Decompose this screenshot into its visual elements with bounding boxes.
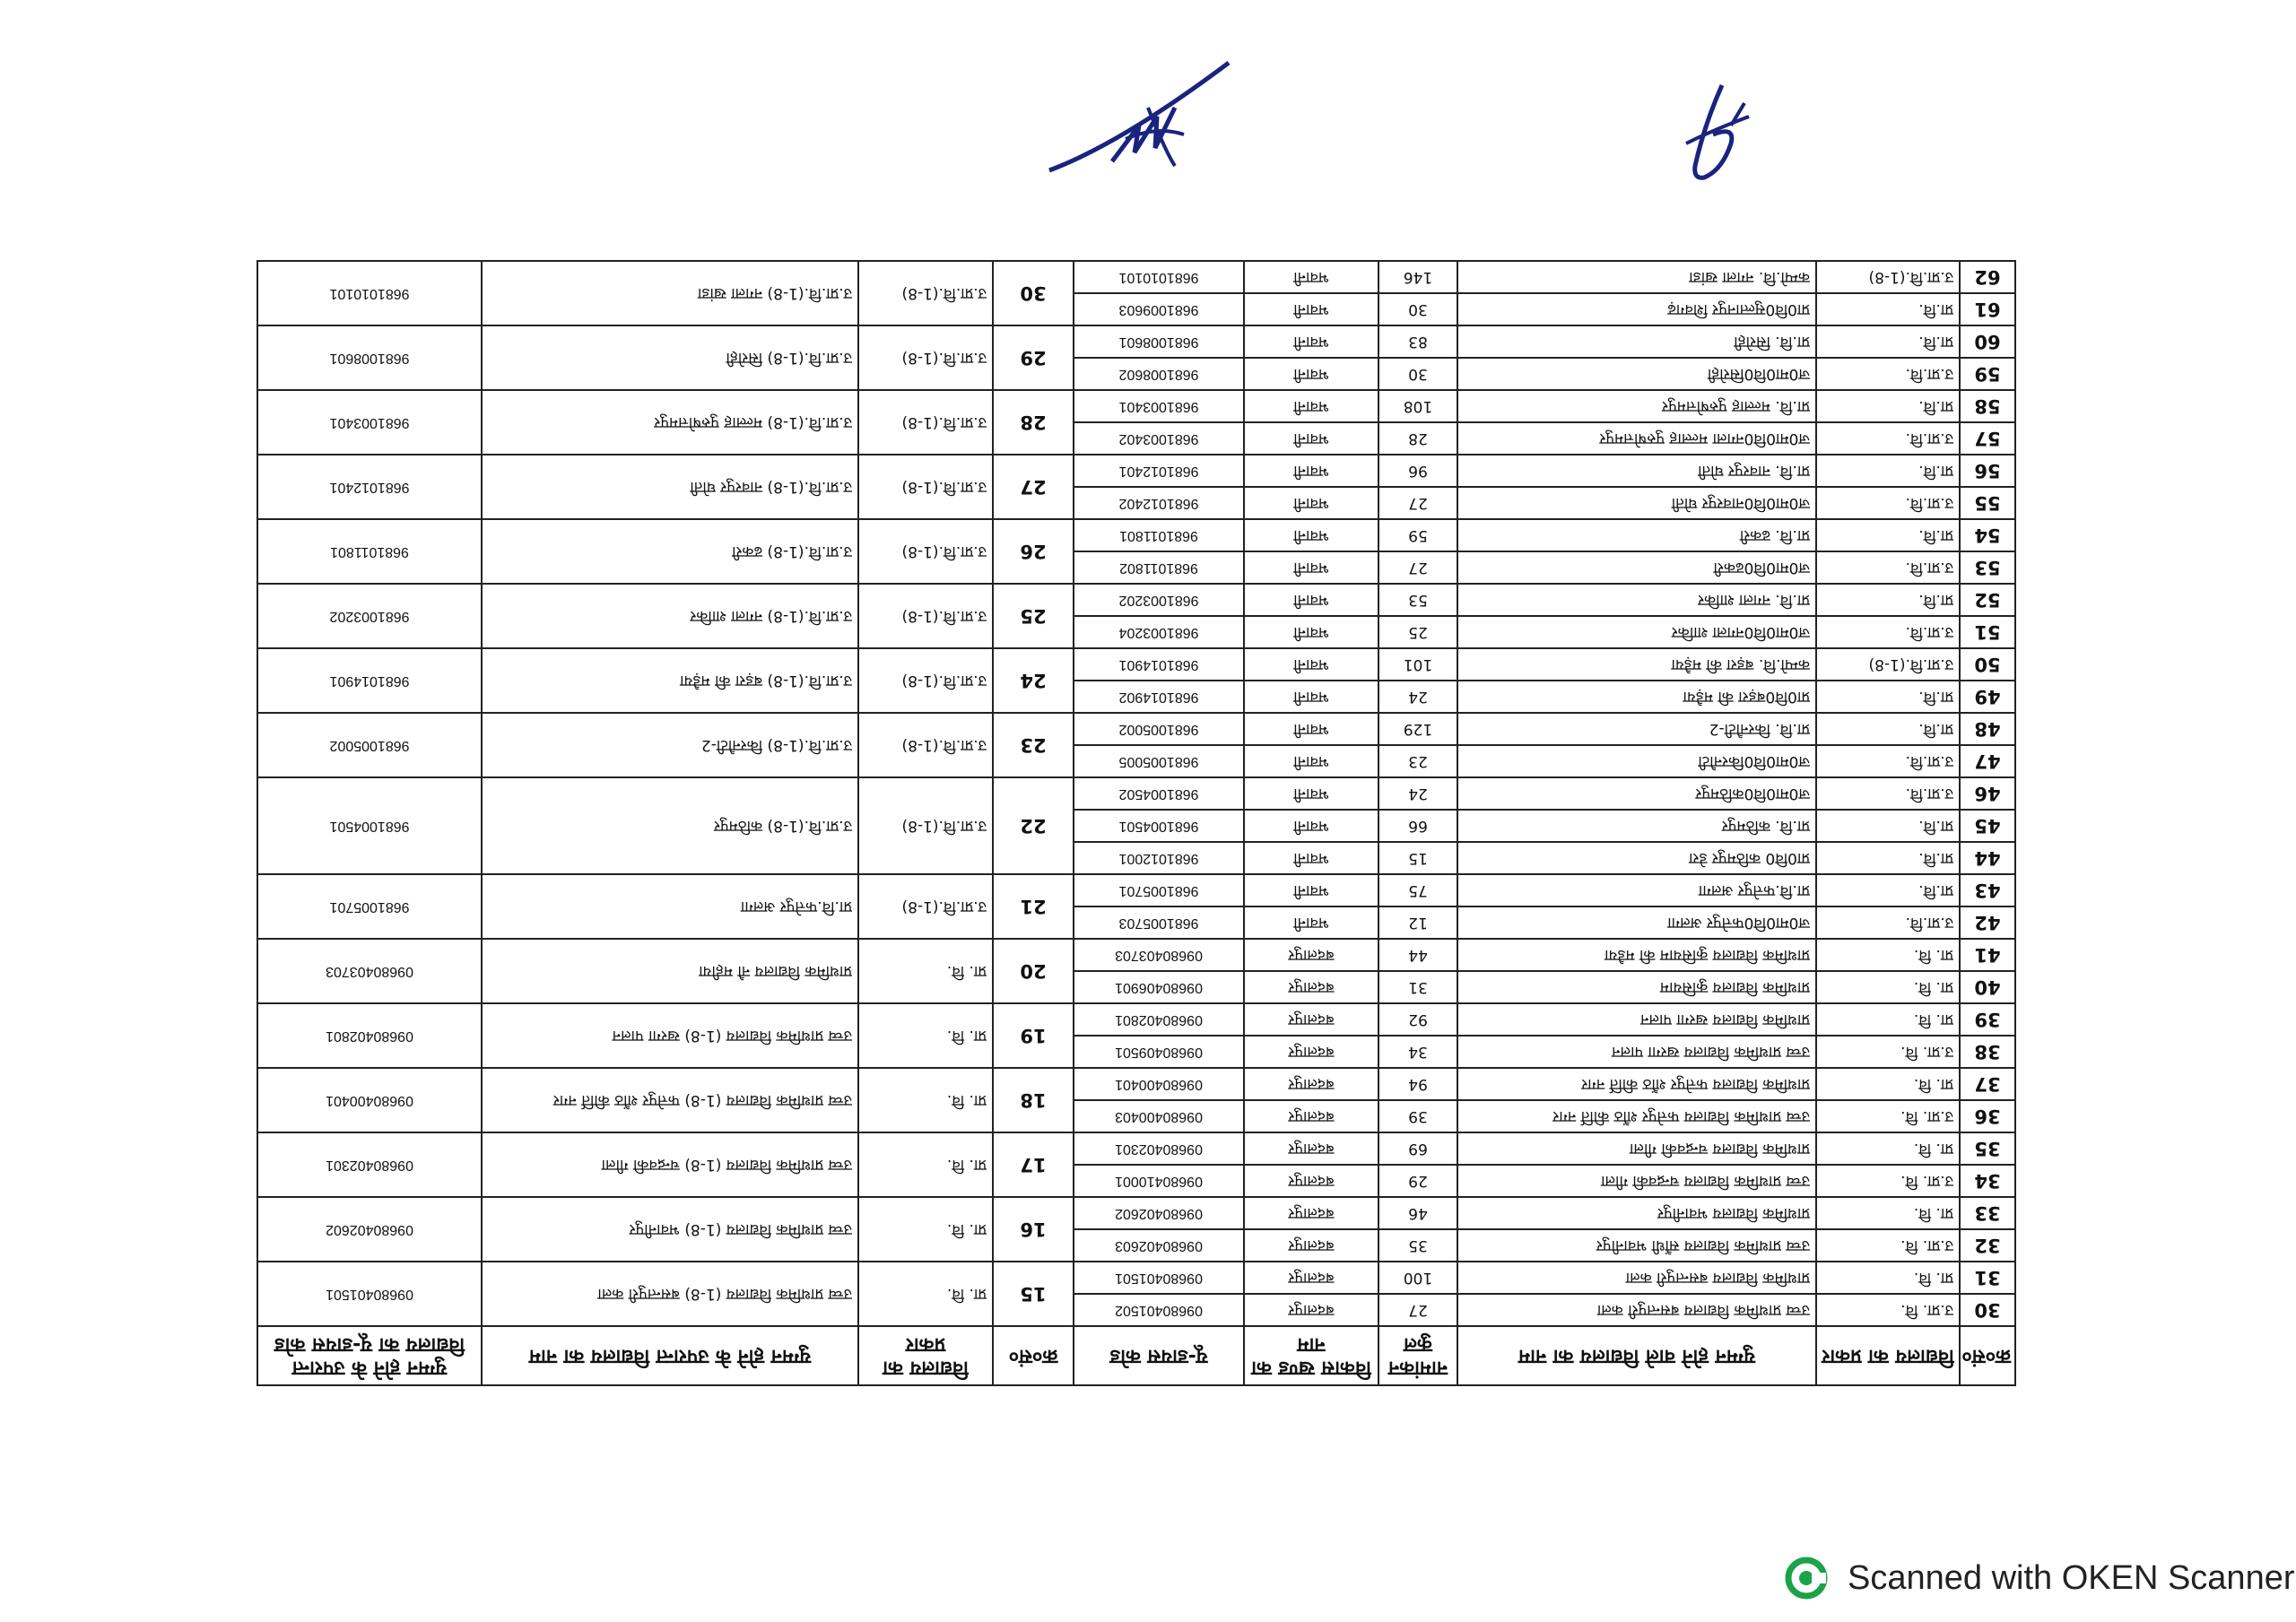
row-vidyalaya-naam: उच्च प्राथमिक विद्यालय बसन्तपुरी कला <box>1457 1294 1816 1326</box>
table-row <box>257 1036 2015 1068</box>
group-udise: 9681005002 <box>257 713 482 777</box>
row-vikas-khand: बदलापुर <box>1244 939 1378 971</box>
group-vidyalaya-prakar: प्रा. वि. <box>858 1132 993 1197</box>
row-vidyalaya-prakar: प्रा.वि. <box>1816 455 1960 487</box>
row-vidyalaya-naam: कम्पो.वि. नगला खांडा <box>1457 261 1816 293</box>
row-naamankan: 59 <box>1378 519 1457 551</box>
row-naamankan: 27 <box>1378 487 1457 519</box>
row-vidyalaya-naam: प्राथमिक विद्यालय बसन्तपुरी कला <box>1457 1262 1816 1294</box>
row-vikas-khand: बदलापुर <box>1244 1294 1378 1326</box>
table-row <box>257 616 2015 648</box>
group-vidyalaya-naam: प्राथमिक विद्यालय नौ महीया <box>482 939 858 1003</box>
row-vikas-khand: भवानी <box>1244 422 1378 455</box>
group-vidyalaya-naam: उ.प्रा.वि.(1-8) नगला शाकिर <box>482 584 858 648</box>
row-vidyalaya-prakar: प्रा.वि. <box>1816 810 1960 842</box>
group-vidyalaya-prakar: उ.प्रा.वि.(1-8) <box>858 648 993 713</box>
row-sno: 61 <box>1960 293 2015 325</box>
group-vidyalaya-naam: उच्च प्राथमिक विद्यालय (1-8) फत्तेपुर शौंठ कीर्ति नगर <box>482 1068 858 1132</box>
row-udise: 9681009603 <box>1074 293 1244 325</box>
row-vidyalaya-naam: प्रा.वि. किरनौटी-2 <box>1457 713 1816 745</box>
row-sno: 52 <box>1960 584 2015 616</box>
row-vikas-khand: भवानी <box>1244 455 1378 487</box>
group-vidyalaya-naam: उ.प्रा.वि.(1-8) नावरपुर घोती <box>482 455 858 519</box>
header-upyogi-udise: युग्मन होने के उपरान्त विद्यालय का यू-डायस कोड <box>257 1326 482 1385</box>
row-udise: 09680402602 <box>1074 1197 1244 1229</box>
row-vidyalaya-prakar: प्रा. वि. <box>1816 1262 1960 1294</box>
row-sno: 44 <box>1960 842 2015 874</box>
row-vikas-khand: भवानी <box>1244 648 1378 681</box>
table-row <box>257 358 2015 390</box>
row-sno: 50 <box>1960 648 2015 681</box>
row-vidyalaya-naam: उच्च प्राथमिक विद्यालय चन्द्रवकी गीला <box>1457 1165 1816 1197</box>
row-udise: 9681011802 <box>1074 551 1244 584</box>
row-udise: 9681010101 <box>1074 261 1244 293</box>
row-udise: 9681012001 <box>1074 842 1244 874</box>
row-vikas-khand: भवानी <box>1244 293 1378 325</box>
row-vidyalaya-naam: प्रा.वि. कठिमपुर <box>1457 810 1816 842</box>
group-vidyalaya-prakar: प्रा. वि. <box>858 1003 993 1068</box>
row-vidyalaya-prakar: उ.प्रा. वि. <box>1816 1165 1960 1197</box>
row-vidyalaya-naam: प्रा.वि. नगला शाकिर <box>1457 584 1816 616</box>
row-naamankan: 35 <box>1378 1229 1457 1262</box>
group-udise: 9681012401 <box>257 455 482 519</box>
row-vidyalaya-prakar: प्रा. वि. <box>1816 1197 1960 1229</box>
row-vidyalaya-naam: प्रा.वि.फत्तेपुर अलगा <box>1457 874 1816 906</box>
group-vidyalaya-prakar: उ.प्रा.वि.(1-8) <box>858 584 993 648</box>
row-vikas-khand: बदलापुर <box>1244 971 1378 1003</box>
row-udise: 9681004501 <box>1074 810 1244 842</box>
row-naamankan: 28 <box>1378 422 1457 455</box>
group-sno: 15 <box>993 1262 1074 1326</box>
table-body <box>257 261 2015 1326</box>
row-vidyalaya-prakar: उ.प्रा.वि. <box>1816 616 1960 648</box>
group-vidyalaya-prakar: उ.प्रा.वि.(1-8) <box>858 261 993 325</box>
group-sno: 23 <box>993 713 1074 777</box>
table-row <box>257 681 2015 713</box>
row-sno: 41 <box>1960 939 2015 971</box>
group-vidyalaya-naam: उ.प्रा.वि.(1-8) सिरोही <box>482 325 858 390</box>
group-udise: 9681010101 <box>257 261 482 325</box>
table-row <box>257 1165 2015 1197</box>
header-sno-2: क्र०सं० <box>993 1326 1074 1385</box>
group-vidyalaya-prakar: प्रा. वि. <box>858 939 993 1003</box>
header-vidyalaya-prakar: विद्यालय का प्रकार <box>1816 1326 1960 1385</box>
signature-1 <box>1040 54 1256 179</box>
group-udise: 09680402301 <box>257 1132 482 1197</box>
group-sno: 18 <box>993 1068 1074 1132</box>
row-vidyalaya-prakar: प्रा.वि. <box>1816 519 1960 551</box>
signature-2 <box>1668 81 1758 188</box>
row-udise: 9681014901 <box>1074 648 1244 681</box>
row-udise: 9681005002 <box>1074 713 1244 745</box>
group-vidyalaya-naam: उ.प्रा.वि.(1-8) मल्लाह पुरुषोत्तमपुर <box>482 390 858 455</box>
row-naamankan: 23 <box>1378 745 1457 777</box>
group-udise: 9681003202 <box>257 584 482 648</box>
table-row <box>257 745 2015 777</box>
group-sno: 30 <box>993 261 1074 325</box>
group-sno: 24 <box>993 648 1074 713</box>
group-vidyalaya-naam: उच्च प्राथमिक विद्यालय (1-8) भवानीपुर <box>482 1197 858 1262</box>
row-vikas-khand: बदलापुर <box>1244 1036 1378 1068</box>
row-vikas-khand: भवानी <box>1244 810 1378 842</box>
row-vidyalaya-naam: प्राथमिक विद्यालय कुसियाम की मडैया <box>1457 939 1816 971</box>
row-sno: 35 <box>1960 1132 2015 1165</box>
group-udise: 9681008601 <box>257 325 482 390</box>
group-vidyalaya-naam: उच्च प्राथमिक विद्यालय (1-8) चन्द्रवकी गीला <box>482 1132 858 1197</box>
row-naamankan: 25 <box>1378 616 1457 648</box>
row-vikas-khand: बदलापुर <box>1244 1197 1378 1229</box>
row-sno: 56 <box>1960 455 2015 487</box>
row-vidyalaya-prakar: उ.प्रा. वि. <box>1816 1229 1960 1262</box>
row-vidyalaya-naam: प्रा.वि. मल्लाह पुरुषोत्तमपुर <box>1457 390 1816 422</box>
row-sno: 38 <box>1960 1036 2015 1068</box>
row-vidyalaya-prakar: प्रा.वि. <box>1816 713 1960 745</box>
group-udise: 09680402602 <box>257 1197 482 1262</box>
row-naamankan: 31 <box>1378 971 1457 1003</box>
group-sno: 27 <box>993 455 1074 519</box>
row-udise: 9681003402 <box>1074 422 1244 455</box>
header-sno: क्र०सं० <box>1960 1326 2015 1385</box>
row-sno: 46 <box>1960 777 2015 810</box>
row-udise: 09680401501 <box>1074 1262 1244 1294</box>
row-udise: 09680402801 <box>1074 1003 1244 1036</box>
row-naamankan: 29 <box>1378 1165 1457 1197</box>
row-vikas-khand: भवानी <box>1244 681 1378 713</box>
row-vidyalaya-naam: ज0मा0वि0ढकरी <box>1457 551 1816 584</box>
row-udise: 09680409501 <box>1074 1036 1244 1068</box>
group-vidyalaya-prakar: उ.प्रा.वि.(1-8) <box>858 713 993 777</box>
row-sno: 59 <box>1960 358 2015 390</box>
oken-scanner-watermark <box>1785 1557 2295 1600</box>
row-vikas-khand: बदलापुर <box>1244 1132 1378 1165</box>
row-naamankan: 129 <box>1378 713 1457 745</box>
row-vidyalaya-prakar: प्रा.वि. <box>1816 874 1960 906</box>
row-vikas-khand: भवानी <box>1244 842 1378 874</box>
table-row <box>257 293 2015 325</box>
group-sno: 28 <box>993 390 1074 455</box>
row-naamankan: 53 <box>1378 584 1457 616</box>
row-udise: 09680400403 <box>1074 1100 1244 1132</box>
row-naamankan: 92 <box>1378 1003 1457 1036</box>
row-vikas-khand: बदलापुर <box>1244 1100 1378 1132</box>
row-sno: 51 <box>1960 616 2015 648</box>
row-vidyalaya-naam: प्रा0वि0सुल्तानपुर शिवगढ़ <box>1457 293 1816 325</box>
scanner-text: Scanned with OKEN Scanner <box>1848 1558 2295 1597</box>
row-vikas-khand: बदलापुर <box>1244 1003 1378 1036</box>
row-udise: 9681003401 <box>1074 390 1244 422</box>
row-vikas-khand: भवानी <box>1244 906 1378 939</box>
group-sno: 19 <box>993 1003 1074 1068</box>
row-udise: 9681005005 <box>1074 745 1244 777</box>
table-row <box>257 1229 2015 1262</box>
group-sno: 20 <box>993 939 1074 1003</box>
row-naamankan: 27 <box>1378 551 1457 584</box>
group-vidyalaya-prakar: उ.प्रा.वि.(1-8) <box>858 325 993 390</box>
row-udise: 09680403703 <box>1074 939 1244 971</box>
group-vidyalaya-naam: उ.प्रा.वि.(1-8) नगला खांडा <box>482 261 858 325</box>
table-row <box>257 487 2015 519</box>
header-vidyalaya-naam: युग्मन होने वाले विद्यालय का नाम <box>1457 1326 1816 1385</box>
row-sno: 60 <box>1960 325 2015 358</box>
group-udise: 9681005701 <box>257 874 482 939</box>
row-vikas-khand: बदलापुर <box>1244 1229 1378 1262</box>
row-sno: 62 <box>1960 261 2015 293</box>
group-vidyalaya-naam: उच्च प्राथमिक विद्यालय (1-8) खरगा पालन <box>482 1003 858 1068</box>
row-udise: 9681008601 <box>1074 325 1244 358</box>
row-vidyalaya-prakar: उ.प्रा.वि.(1-8) <box>1816 261 1960 293</box>
row-vidyalaya-naam: प्राथमिक विद्यालय खरगा पालन <box>1457 1003 1816 1036</box>
row-udise: 9681005703 <box>1074 906 1244 939</box>
row-naamankan: 24 <box>1378 777 1457 810</box>
row-naamankan: 27 <box>1378 1294 1457 1326</box>
row-sno: 31 <box>1960 1262 2015 1294</box>
group-sno: 21 <box>993 874 1074 939</box>
row-sno: 39 <box>1960 1003 2015 1036</box>
row-vidyalaya-naam: उच्च प्राथमिक विद्यालय सौंधी भवानीपुर <box>1457 1229 1816 1262</box>
row-vikas-khand: भवानी <box>1244 325 1378 358</box>
row-vidyalaya-prakar: प्रा. वि. <box>1816 1132 1960 1165</box>
row-vidyalaya-prakar: प्रा.वि. <box>1816 325 1960 358</box>
row-vidyalaya-prakar: प्रा. वि. <box>1816 939 1960 971</box>
group-vidyalaya-naam: उ.प्रा.वि.(1-8) कठिमपुर <box>482 777 858 874</box>
row-vidyalaya-naam: ज0मा0वि0नगला शाकिर <box>1457 616 1816 648</box>
row-naamankan: 34 <box>1378 1036 1457 1068</box>
table <box>257 260 2016 1386</box>
group-sno: 22 <box>993 777 1074 874</box>
row-vidyalaya-naam: उच्च प्राथमिक विद्यालय खरगा पालन <box>1457 1036 1816 1068</box>
header-vikas-khand: विकास खण्ड का नाम <box>1244 1326 1378 1385</box>
row-vidyalaya-naam: कम्पो.वि. बड़रा की मड़ैया <box>1457 648 1816 681</box>
row-vidyalaya-prakar: उ.प्रा.वि. <box>1816 487 1960 519</box>
group-udise: 9681014901 <box>257 648 482 713</box>
row-udise: 09680410001 <box>1074 1165 1244 1197</box>
row-udise: 09680400401 <box>1074 1068 1244 1100</box>
row-vidyalaya-naam: ज0मा0वि0सिरोही <box>1457 358 1816 390</box>
header-upyogi-naam: युग्मन होने के उपरान्त विद्यालय का नाम <box>482 1326 858 1385</box>
row-udise: 9681005701 <box>1074 874 1244 906</box>
row-sno: 54 <box>1960 519 2015 551</box>
row-naamankan: 39 <box>1378 1100 1457 1132</box>
row-vidyalaya-naam: ज0मा0वि0नगला मल्लाह पुरुषोत्तमपुर <box>1457 422 1816 455</box>
row-naamankan: 75 <box>1378 874 1457 906</box>
header-upyogi-prakar: विद्यालय का प्रकार <box>858 1326 993 1385</box>
row-naamankan: 101 <box>1378 648 1457 681</box>
table-row <box>257 551 2015 584</box>
group-vidyalaya-naam: उच्च प्राथमिक विद्यालय (1-8) बसन्तपुरी कला <box>482 1262 858 1326</box>
group-sno: 25 <box>993 584 1074 648</box>
row-naamankan: 146 <box>1378 261 1457 293</box>
row-vidyalaya-prakar: उ.प्रा. वि. <box>1816 1036 1960 1068</box>
row-vidyalaya-prakar: प्रा. वि. <box>1816 971 1960 1003</box>
group-vidyalaya-naam: उ.प्रा.वि.(1-8) किरनौटी-2 <box>482 713 858 777</box>
row-sno: 58 <box>1960 390 2015 422</box>
row-vidyalaya-naam: प्राथमिक विद्यालय भवानीपुर <box>1457 1197 1816 1229</box>
row-vikas-khand: बदलापुर <box>1244 1165 1378 1197</box>
row-vikas-khand: बदलापुर <box>1244 1262 1378 1294</box>
row-vikas-khand: भवानी <box>1244 616 1378 648</box>
row-naamankan: 24 <box>1378 681 1457 713</box>
row-naamankan: 12 <box>1378 906 1457 939</box>
group-vidyalaya-naam: प्रा.वि.फत्तेपुर अलगा <box>482 874 858 939</box>
row-udise: 9681004502 <box>1074 777 1244 810</box>
row-udise: 9681012402 <box>1074 487 1244 519</box>
row-vidyalaya-prakar: प्रा.वि. <box>1816 390 1960 422</box>
row-vidyalaya-naam: उच्च प्राथमिक विद्यालय फत्तेपुर शौंठ कीर्ति नगर <box>1457 1100 1816 1132</box>
oken-logo-icon <box>1785 1557 1828 1600</box>
row-vidyalaya-prakar: उ.प्रा.वि. <box>1816 358 1960 390</box>
group-vidyalaya-naam: उ.प्रा.वि.(1-8) बड़रा की मड़ैया <box>482 648 858 713</box>
group-vidyalaya-prakar: उ.प्रा.वि.(1-8) <box>858 390 993 455</box>
row-vidyalaya-prakar: उ.प्रा.वि. <box>1816 745 1960 777</box>
row-vikas-khand: बदलापुर <box>1244 1068 1378 1100</box>
group-udise: 09680403703 <box>257 939 482 1003</box>
row-vidyalaya-naam: ज0मा0वि0नावरपुर घोती <box>1457 487 1816 519</box>
group-sno: 17 <box>993 1132 1074 1197</box>
row-udise: 09680402301 <box>1074 1132 1244 1165</box>
row-vidyalaya-prakar: उ.प्रा.वि. <box>1816 777 1960 810</box>
row-vidyalaya-prakar: उ.प्रा. वि. <box>1816 1100 1960 1132</box>
row-vidyalaya-prakar: उ.प्रा. वि. <box>1816 1294 1960 1326</box>
row-sno: 33 <box>1960 1197 2015 1229</box>
row-sno: 34 <box>1960 1165 2015 1197</box>
row-naamankan: 66 <box>1378 810 1457 842</box>
header-naamankan: नामांकन कुल <box>1378 1326 1457 1385</box>
group-vidyalaya-prakar: उ.प्रा.वि.(1-8) <box>858 519 993 584</box>
row-vidyalaya-naam: प्राथमिक विद्यालय कुसियाम <box>1457 971 1816 1003</box>
row-vikas-khand: भवानी <box>1244 519 1378 551</box>
group-vidyalaya-prakar: प्रा. वि. <box>858 1262 993 1326</box>
school-pairing-table <box>258 174 2016 1386</box>
row-vidyalaya-naam: ज0मा0वि0फत्तेपुर अलगा <box>1457 906 1816 939</box>
group-sno: 29 <box>993 325 1074 390</box>
group-udise: 09680400401 <box>257 1068 482 1132</box>
row-vidyalaya-prakar: प्रा.वि. <box>1816 584 1960 616</box>
row-udise: 9681003202 <box>1074 584 1244 616</box>
row-naamankan: 108 <box>1378 390 1457 422</box>
table-row <box>257 1100 2015 1132</box>
row-vidyalaya-prakar: उ.प्रा.वि. <box>1816 906 1960 939</box>
row-naamankan: 69 <box>1378 1132 1457 1165</box>
row-vidyalaya-prakar: प्रा.वि. <box>1816 842 1960 874</box>
row-udise: 09680402603 <box>1074 1229 1244 1262</box>
group-udise: 9681003401 <box>257 390 482 455</box>
group-vidyalaya-prakar: उ.प्रा.वि.(1-8) <box>858 455 993 519</box>
row-vikas-khand: भवानी <box>1244 713 1378 745</box>
row-vikas-khand: भवानी <box>1244 390 1378 422</box>
row-udise: 9681008602 <box>1074 358 1244 390</box>
row-sno: 53 <box>1960 551 2015 584</box>
row-naamankan: 44 <box>1378 939 1457 971</box>
row-naamankan: 100 <box>1378 1262 1457 1294</box>
row-sno: 55 <box>1960 487 2015 519</box>
row-sno: 36 <box>1960 1100 2015 1132</box>
row-vidyalaya-naam: प्रा.वि. नावरपुर घोती <box>1457 455 1816 487</box>
row-vikas-khand: भवानी <box>1244 261 1378 293</box>
table-row <box>257 1294 2015 1326</box>
row-vikas-khand: भवानी <box>1244 358 1378 390</box>
row-vidyalaya-naam: प्रा0वि0 कठिमपुर डेरा <box>1457 842 1816 874</box>
row-naamankan: 30 <box>1378 293 1457 325</box>
row-vikas-khand: भवानी <box>1244 551 1378 584</box>
row-naamankan: 94 <box>1378 1068 1457 1100</box>
row-vidyalaya-naam: प्राथमिक विद्यालय चन्द्रवकी गीला <box>1457 1132 1816 1165</box>
row-sno: 32 <box>1960 1229 2015 1262</box>
row-vikas-khand: भवानी <box>1244 777 1378 810</box>
row-vikas-khand: भवानी <box>1244 874 1378 906</box>
row-vidyalaya-prakar: प्रा.वि. <box>1816 681 1960 713</box>
header-row <box>257 1326 2015 1385</box>
row-vidyalaya-naam: प्राथमिक विद्यालय फत्तेपुर शौंठ कीर्ति नगर <box>1457 1068 1816 1100</box>
group-udise: 09680402801 <box>257 1003 482 1068</box>
group-sno: 16 <box>993 1197 1074 1262</box>
row-vidyalaya-prakar: प्रा. वि. <box>1816 1068 1960 1100</box>
row-vikas-khand: भवानी <box>1244 745 1378 777</box>
row-sno: 42 <box>1960 906 2015 939</box>
row-vidyalaya-naam: प्रा.वि. सिरोही <box>1457 325 1816 358</box>
group-udise: 09680401501 <box>257 1262 482 1326</box>
group-vidyalaya-prakar: उ.प्रा.वि.(1-8) <box>858 777 993 874</box>
row-sno: 30 <box>1960 1294 2015 1326</box>
row-vidyalaya-prakar: प्रा.वि. <box>1816 293 1960 325</box>
row-naamankan: 15 <box>1378 842 1457 874</box>
row-udise: 9681014902 <box>1074 681 1244 713</box>
row-sno: 45 <box>1960 810 2015 842</box>
row-udise: 9681011801 <box>1074 519 1244 551</box>
row-naamankan: 46 <box>1378 1197 1457 1229</box>
row-vidyalaya-naam: ज0मा0वि0कठिमपुर <box>1457 777 1816 810</box>
row-sno: 43 <box>1960 874 2015 906</box>
row-vidyalaya-prakar: उ.प्रा.वि. <box>1816 422 1960 455</box>
row-naamankan: 96 <box>1378 455 1457 487</box>
group-sno: 26 <box>993 519 1074 584</box>
header-udise: यू-डायस कोड <box>1074 1326 1244 1385</box>
row-vidyalaya-prakar: उ.प्रा.वि. <box>1816 551 1960 584</box>
table-row <box>257 971 2015 1003</box>
row-udise: 9681003204 <box>1074 616 1244 648</box>
row-vidyalaya-prakar: उ.प्रा.वि.(1-8) <box>1816 648 1960 681</box>
table-row <box>257 842 2015 874</box>
row-vikas-khand: भवानी <box>1244 584 1378 616</box>
row-vidyalaya-naam: प्रा0वि0बड़रा की मड़ैया <box>1457 681 1816 713</box>
row-sno: 47 <box>1960 745 2015 777</box>
group-udise: 9681011801 <box>257 519 482 584</box>
row-sno: 40 <box>1960 971 2015 1003</box>
row-sno: 48 <box>1960 713 2015 745</box>
group-vidyalaya-naam: उ.प्रा.वि.(1-8) ढकरी <box>482 519 858 584</box>
table-row <box>257 422 2015 455</box>
row-udise: 09680406901 <box>1074 971 1244 1003</box>
group-vidyalaya-prakar: उ.प्रा.वि.(1-8) <box>858 874 993 939</box>
row-udise: 9681012401 <box>1074 455 1244 487</box>
row-naamankan: 83 <box>1378 325 1457 358</box>
row-naamankan: 30 <box>1378 358 1457 390</box>
row-sno: 37 <box>1960 1068 2015 1100</box>
row-sno: 49 <box>1960 681 2015 713</box>
row-vidyalaya-naam: प्रा.वि. ढकरी <box>1457 519 1816 551</box>
table-row <box>257 906 2015 939</box>
row-vidyalaya-naam: ज0मा0वि0किरनौटी <box>1457 745 1816 777</box>
group-udise: 9681004501 <box>257 777 482 874</box>
row-vikas-khand: भवानी <box>1244 487 1378 519</box>
group-vidyalaya-prakar: प्रा. वि. <box>858 1068 993 1132</box>
row-udise: 09680401502 <box>1074 1294 1244 1326</box>
row-vidyalaya-prakar: प्रा. वि. <box>1816 1003 1960 1036</box>
group-vidyalaya-prakar: प्रा. वि. <box>858 1197 993 1262</box>
row-sno: 57 <box>1960 422 2015 455</box>
